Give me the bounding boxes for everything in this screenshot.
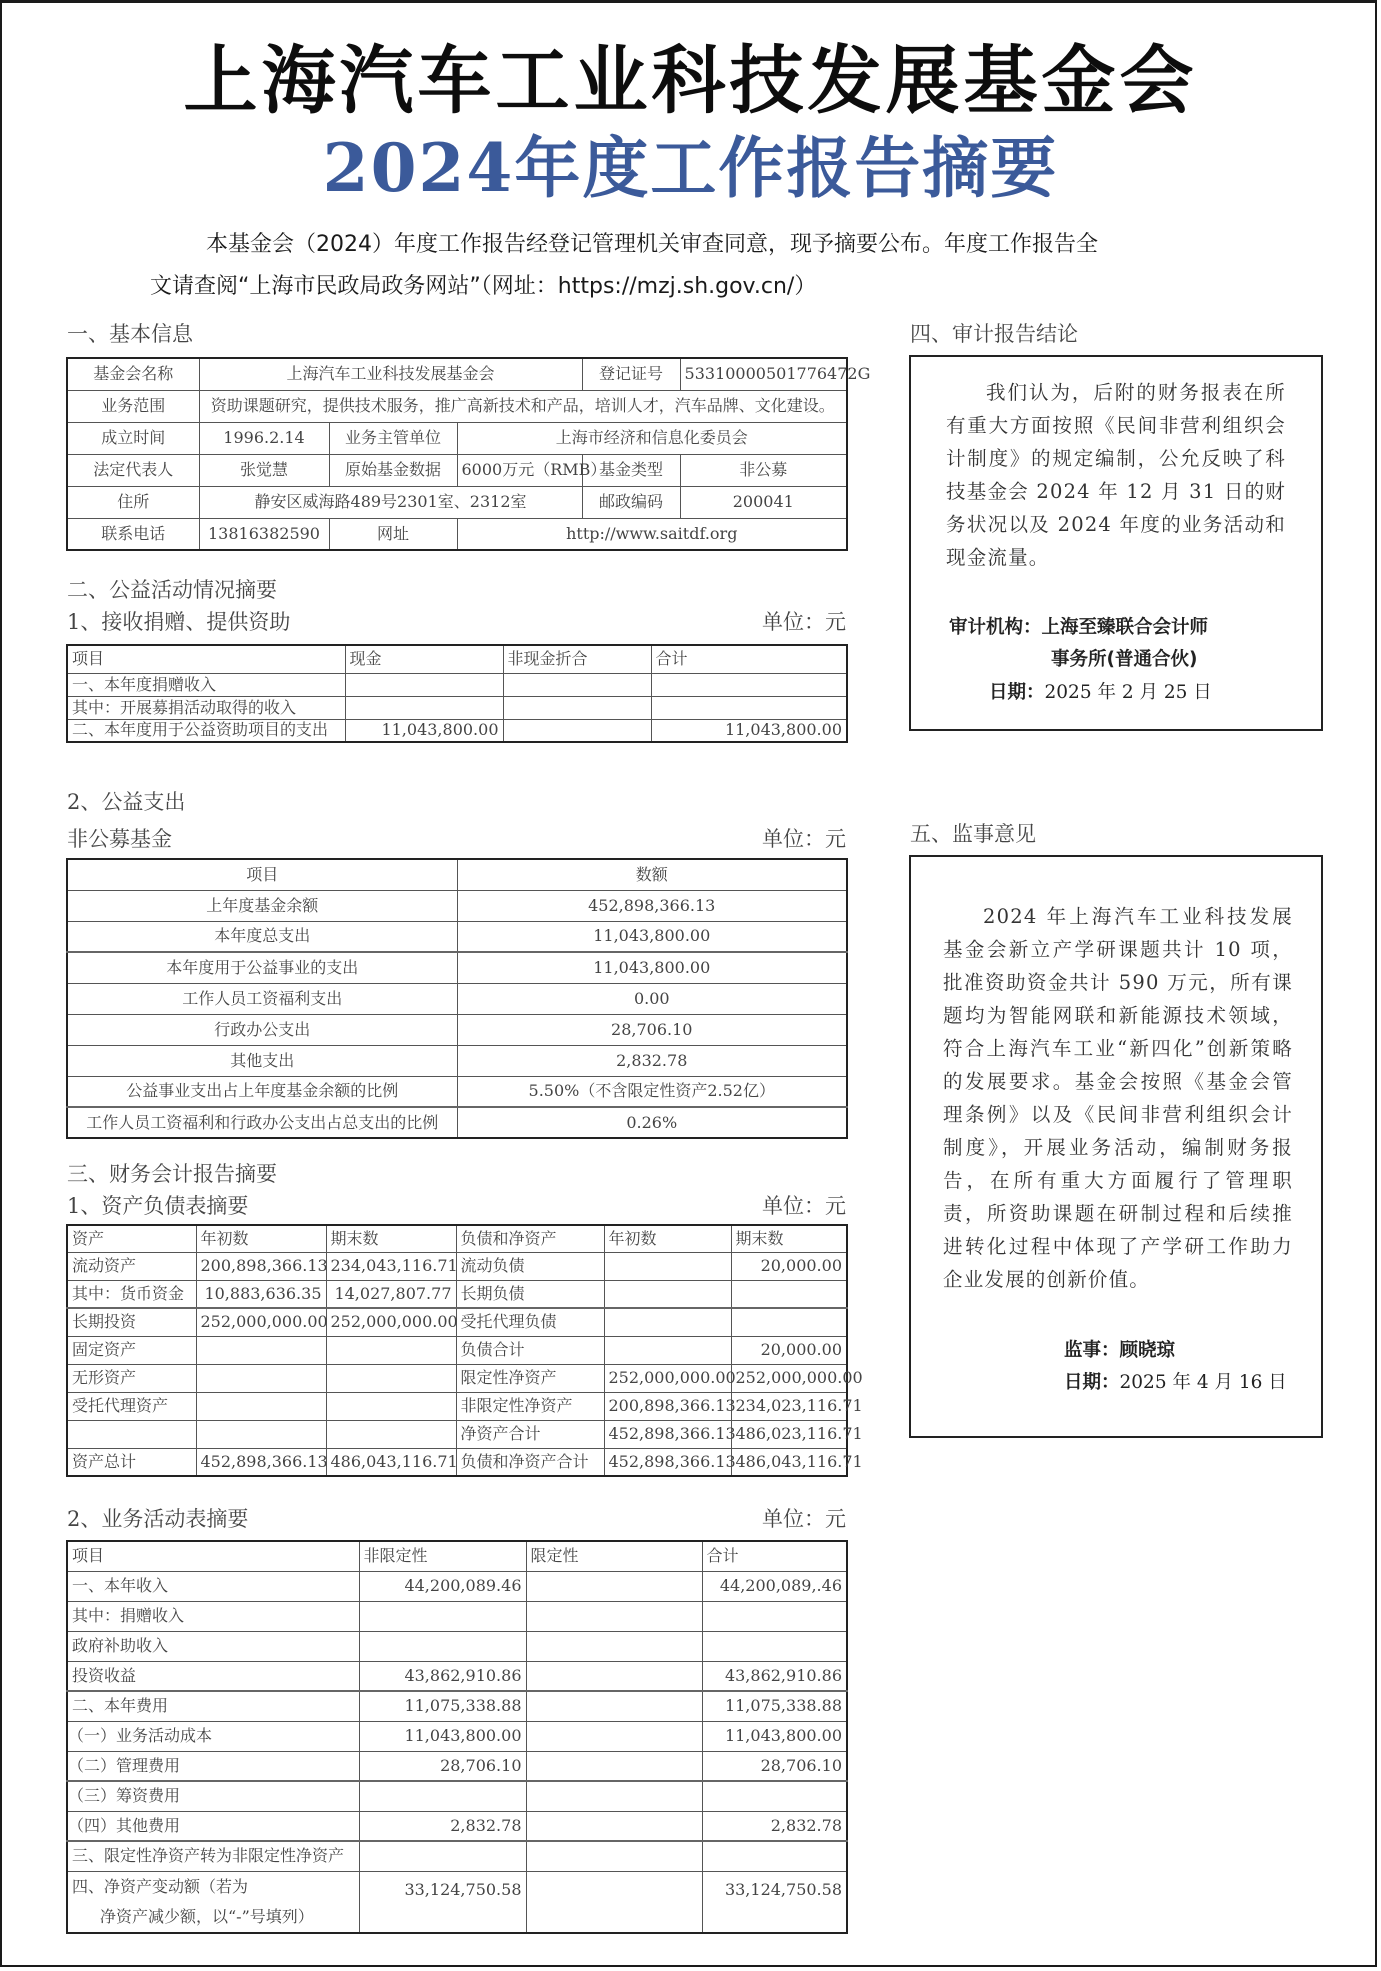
cell-label: 法定代表人: [67, 454, 199, 486]
section-heading-audit: 四、审计报告结论: [910, 322, 1078, 346]
cell-value: 2,832.78: [359, 1811, 526, 1841]
cell-value: 43,862,910.86: [702, 1661, 847, 1691]
cell-value: 11,043,800.00: [702, 1721, 847, 1751]
cell-value: 14,027,807.77: [326, 1280, 456, 1308]
table-row: [67, 696, 847, 719]
supervisor-name: [1064, 1335, 1175, 1367]
column-header: 现金: [345, 645, 503, 673]
row-label: 固定资产: [67, 1336, 196, 1364]
intro-line-1: 本基金会（2024）年度工作报告经登记管理机关审查同意，现予摘要公布。年度工作报告全: [206, 232, 1098, 257]
row-label: 工作人员工资福利和行政办公支出占总支出的比例: [67, 1107, 457, 1138]
cell-value: 28,706.10: [359, 1751, 526, 1781]
cell-value: 452,898,366.13: [196, 1448, 326, 1476]
table-row: [67, 1751, 847, 1781]
cell-value: [503, 719, 651, 742]
cell-label: 邮政编码: [582, 486, 680, 518]
column-header: 年初数: [604, 1225, 731, 1252]
cell-value: 11,075,338.88: [702, 1691, 847, 1721]
cell-value: 252,000,000.00: [196, 1308, 326, 1336]
cell-postcode: 200041: [680, 486, 847, 518]
cell-value: 11,043,800.00: [651, 719, 847, 742]
table-row: [67, 1721, 847, 1751]
cell-value: 33,124,750.58: [359, 1871, 526, 1933]
table-row: [67, 518, 847, 550]
table-header-row: [67, 1541, 847, 1571]
row-label: 政府补助收入: [67, 1631, 359, 1661]
table-row: [67, 358, 847, 390]
subheading-activities: 2、业务活动表摘要: [67, 1507, 249, 1531]
audit-org-line2: 事务所(普通合伙): [1051, 649, 1198, 670]
row-label: 本年度总支出: [67, 921, 457, 952]
basic-info-table: [66, 357, 871, 551]
column-header: 非限定性: [359, 1541, 526, 1571]
row-label: 无形资产: [67, 1364, 196, 1392]
cell-value: [196, 1364, 326, 1392]
table-row: [67, 390, 847, 422]
table-row: [67, 454, 847, 486]
row-label-line2: 净资产减少额，以“-”号填列）: [100, 1906, 314, 1926]
table-row: [67, 1364, 847, 1392]
cell-value: 200,898,366.13: [196, 1252, 326, 1280]
audit-conclusion-text: 我们认为，后附的财务报表在所有重大方面按照《民间非营利组织会计制度》的规定编制，公允反映了科技基金会 2024 年 12 月 31 日的财务状况以及 2024 年度的业务活动和现金流量。: [946, 381, 1286, 569]
supervisor-name-value: 顾晓琼: [1119, 1340, 1176, 1361]
column-header: 期末数: [326, 1225, 456, 1252]
cell-value: 486,043,116.71: [326, 1448, 456, 1476]
cell-value: [359, 1631, 526, 1661]
cell-value: 452,898,366.13: [457, 890, 847, 921]
row-label: （二）管理费用: [67, 1751, 359, 1781]
table-row: [67, 1107, 847, 1138]
audit-org-label: 审计机构：: [949, 617, 1042, 638]
section-heading-basic-info: 一、基本信息: [67, 322, 193, 346]
column-header: 项目: [67, 1541, 359, 1571]
table-row: [67, 1045, 847, 1076]
cell-value: 2,832.78: [702, 1811, 847, 1841]
cell-value: [326, 1392, 456, 1420]
table-row: [67, 1076, 847, 1107]
audit-date-label: 日期：: [989, 682, 1045, 703]
cell-registration-number: 53310000501776472G: [680, 358, 847, 390]
table-row: [67, 1308, 847, 1336]
cell-value: 452,898,366.13: [604, 1448, 731, 1476]
cell-value: 252,000,000.00: [604, 1364, 731, 1392]
cell-value: [702, 1631, 847, 1661]
table-row: [67, 1252, 847, 1280]
row-label: 受托代理资产: [67, 1392, 196, 1420]
row-label: 其他支出: [67, 1045, 457, 1076]
table-row: [67, 1571, 847, 1601]
table-row: [67, 890, 847, 921]
column-header: 数额: [457, 859, 847, 890]
table-row: [67, 1601, 847, 1631]
cell-label: 基金会名称: [67, 358, 199, 390]
row-label: 投资收益: [67, 1661, 359, 1691]
cell-value: [359, 1601, 526, 1631]
row-label: 二、本年费用: [67, 1691, 359, 1721]
cell-value: [731, 1280, 847, 1308]
cell-value: [604, 1308, 731, 1336]
cell-value: 20,000.00: [731, 1252, 847, 1280]
table-row: [67, 486, 847, 518]
cell-value: 2,832.78: [457, 1045, 847, 1076]
audit-organization: [949, 612, 1208, 644]
cell-value: 43,862,910.86: [359, 1661, 526, 1691]
row-label: （三）筹资费用: [67, 1781, 359, 1811]
cell-value: [702, 1841, 847, 1871]
row-label: （一）业务活动成本: [67, 1721, 359, 1751]
cell-value: [526, 1691, 702, 1721]
cell-value: 11,043,800.00: [359, 1721, 526, 1751]
website-link[interactable]: http://www.saitdf.org: [457, 518, 847, 550]
supervisor-date-value: 2025 年 4 月 16 日: [1119, 1372, 1287, 1393]
cell-value: [702, 1601, 847, 1631]
cell-value: 20,000.00: [731, 1336, 847, 1364]
row-label: 受托代理负债: [456, 1308, 604, 1336]
table-row: [67, 422, 847, 454]
cell-value: [526, 1601, 702, 1631]
cell-value: 28,706.10: [457, 1014, 847, 1045]
cell-value: 5.50%（不含限定性资产2.52亿）: [457, 1076, 847, 1107]
cell-value: 486,023,116.71: [731, 1420, 847, 1448]
table-row: [67, 1336, 847, 1364]
column-header: 项目: [67, 859, 457, 890]
cell-value: 252,000,000.00: [326, 1308, 456, 1336]
column-header: 合计: [651, 645, 847, 673]
cell-value: [526, 1871, 702, 1933]
section-heading-supervisor: 五、监事意见: [910, 822, 1036, 846]
intro-paragraph: [150, 224, 1250, 308]
row-label: 三、限定性净资产转为非限定性净资产: [67, 1841, 359, 1871]
cell-value: [359, 1841, 526, 1871]
cell-label: 基金类型: [582, 454, 680, 486]
row-label: 上年度基金余额: [67, 890, 457, 921]
expenditure-table: [66, 858, 848, 1139]
column-header: 资产: [67, 1225, 196, 1252]
cell-value: [326, 1420, 456, 1448]
activities-table: [66, 1540, 848, 1934]
table-header-row: [67, 859, 847, 890]
cell-address: 静安区威海路489号2301室、2312室: [199, 486, 582, 518]
cell-value: 252,000,000.00: [731, 1364, 847, 1392]
cell-value: 234,043,116.71: [326, 1252, 456, 1280]
cell-value: 10,883,636.35: [196, 1280, 326, 1308]
row-label: 负债和净资产合计: [456, 1448, 604, 1476]
row-label: 资产总计: [67, 1448, 196, 1476]
column-header: 合计: [702, 1541, 847, 1571]
table-row: [67, 1448, 847, 1476]
cell-value: 33,124,750.58: [702, 1871, 847, 1933]
cell-value: 11,043,800.00: [457, 952, 847, 983]
cell-value: 44,200,089.46: [359, 1571, 526, 1601]
cell-label: 原始基金数据: [329, 454, 457, 486]
cell-supervising-unit: 上海市经济和信息化委员会: [457, 422, 847, 454]
cell-fund-type: 非公募: [680, 454, 847, 486]
cell-value: [604, 1280, 731, 1308]
cell-value: [604, 1252, 731, 1280]
cell-value: 11,075,338.88: [359, 1691, 526, 1721]
row-label: 流动资产: [67, 1252, 196, 1280]
subheading-balance-sheet: 1、资产负债表摘要: [67, 1194, 249, 1218]
cell-value: [345, 696, 503, 719]
audit-org-line1: 上海至臻联合会计师: [1041, 617, 1209, 638]
column-header: 限定性: [526, 1541, 702, 1571]
intro-line-2: 文请查阅“上海市民政局政务网站”（网址：https://mzj.sh.gov.cn/）: [150, 274, 817, 299]
column-header: 年初数: [196, 1225, 326, 1252]
row-label: （四）其他费用: [67, 1811, 359, 1841]
row-label: 其中：开展募捐活动取得的收入: [67, 696, 345, 719]
table-row: [67, 673, 847, 696]
cell-value: 0.26%: [457, 1107, 847, 1138]
cell-value: 11,043,800.00: [457, 921, 847, 952]
row-label: [67, 1871, 359, 1933]
row-label: 公益事业支出占上年度基金余额的比例: [67, 1076, 457, 1107]
unit-label: 单位：元: [762, 1194, 846, 1218]
donations-table: [66, 644, 848, 743]
section-heading-public-welfare: 二、公益活动情况摘要: [67, 578, 277, 602]
cell-value: 486,043,116.71: [731, 1448, 847, 1476]
cell-value: [526, 1811, 702, 1841]
cell-value: 200,898,366.13: [604, 1392, 731, 1420]
cell-phone: 13816382590: [199, 518, 329, 550]
row-label: 二、本年度用于公益资助项目的支出: [67, 719, 345, 742]
subheading-expenditure: 2、公益支出: [67, 790, 186, 814]
table-row: [67, 1811, 847, 1841]
cell-original-fund: 6000万元（RMB）: [457, 454, 582, 486]
row-label: [67, 1420, 196, 1448]
row-label: 负债合计: [456, 1336, 604, 1364]
column-header: 项目: [67, 645, 345, 673]
row-label: 长期负债: [456, 1280, 604, 1308]
cell-legal-representative: 张觉慧: [199, 454, 329, 486]
column-header: 负债和净资产: [456, 1225, 604, 1252]
cell-value: 452,898,366.13: [604, 1420, 731, 1448]
unit-label: 单位：元: [762, 610, 846, 634]
audit-organization-line2: [1051, 644, 1197, 676]
cell-value: [196, 1392, 326, 1420]
table-row: [67, 983, 847, 1014]
document-subtitle: 2024年度工作报告摘要: [322, 129, 1059, 207]
cell-value: [503, 696, 651, 719]
cell-value: 28,706.10: [702, 1751, 847, 1781]
supervisor-date: [1064, 1367, 1287, 1399]
cell-value: [526, 1751, 702, 1781]
supervisor-date-label: 日期：: [1064, 1372, 1120, 1393]
cell-value: 234,023,116.71: [731, 1392, 847, 1420]
cell-value: [503, 673, 651, 696]
audit-date: [989, 677, 1212, 709]
cell-value: [345, 673, 503, 696]
cell-label: 成立时间: [67, 422, 199, 454]
unit-label: 单位：元: [762, 827, 846, 851]
cell-value: [526, 1571, 702, 1601]
cell-label: 网址: [329, 518, 457, 550]
subheading-non-public-fund: 非公募基金: [67, 827, 172, 851]
cell-foundation-name: 上海汽车工业科技发展基金会: [199, 358, 582, 390]
cell-value: 44,200,089,.46: [702, 1571, 847, 1601]
cell-label: 业务主管单位: [329, 422, 457, 454]
row-label: 非限定性净资产: [456, 1392, 604, 1420]
subheading-donations: 1、接收捐赠、提供资助: [67, 610, 291, 634]
unit-label: 单位：元: [762, 1507, 846, 1531]
table-row: [67, 952, 847, 983]
section-heading-financial: 三、财务会计报告摘要: [67, 1162, 277, 1186]
column-header: 非现金折合: [503, 645, 651, 673]
table-header-row: [67, 1225, 847, 1252]
row-label: 其中：货币资金: [67, 1280, 196, 1308]
row-label: 工作人员工资福利支出: [67, 983, 457, 1014]
cell-value: 0.00: [457, 983, 847, 1014]
cell-label: 住所: [67, 486, 199, 518]
row-label: 长期投资: [67, 1308, 196, 1336]
cell-value: [702, 1781, 847, 1811]
cell-founded-date: 1996.2.14: [199, 422, 329, 454]
cell-value: 11,043,800.00: [345, 719, 503, 742]
table-row: [67, 1871, 847, 1933]
row-label: 流动负债: [456, 1252, 604, 1280]
row-label: 本年度用于公益事业的支出: [67, 952, 457, 983]
cell-value: [526, 1661, 702, 1691]
balance-sheet-table: [66, 1224, 863, 1477]
table-row: [67, 1691, 847, 1721]
table-row: [67, 1392, 847, 1420]
table-row: [67, 1014, 847, 1045]
supervisor-name-label: 监事：: [1064, 1340, 1120, 1361]
cell-value: [526, 1631, 702, 1661]
cell-label: 联系电话: [67, 518, 199, 550]
cell-value: [326, 1336, 456, 1364]
cell-value: [731, 1308, 847, 1336]
table-header-row: [67, 645, 847, 673]
cell-value: [196, 1336, 326, 1364]
table-row: [67, 1841, 847, 1871]
table-row: [67, 1661, 847, 1691]
column-header: 期末数: [731, 1225, 847, 1252]
row-label: 限定性净资产: [456, 1364, 604, 1392]
cell-value: [326, 1364, 456, 1392]
row-label: 一、本年收入: [67, 1571, 359, 1601]
cell-value: [526, 1841, 702, 1871]
row-label: 其中：捐赠收入: [67, 1601, 359, 1631]
table-row: [67, 921, 847, 952]
row-label: 净资产合计: [456, 1420, 604, 1448]
audit-date-value: 2025 年 2 月 25 日: [1044, 682, 1212, 703]
table-row: [67, 719, 847, 742]
cell-value: [196, 1420, 326, 1448]
cell-value: [604, 1336, 731, 1364]
cell-label: 登记证号: [582, 358, 680, 390]
cell-business-scope: 资助课题研究，提供技术服务，推广高新技术和产品，培训人才，汽车品牌、文化建设。: [199, 390, 847, 422]
cell-value: [651, 696, 847, 719]
row-label-line1: 四、净资产变动额（若为: [72, 1876, 249, 1896]
cell-value: [359, 1781, 526, 1811]
supervisor-opinion-text: 2024 年上海汽车工业科技发展基金会新立产学研课题共计 10 项，批准资助资金共计 590 万元，所有课题均为智能网联和新能源技术领域，符合上海汽车工业“新四化”创新策略的发展要求。基金会按照《基金会管理条例》以及《民间非营利组织会计制度》，开展业务活动，编制财务报告，在所有重大方面履行了管理职责，所资助课题在研制过程和后续推进转化过程中体现了产学研工作助力企业发展的创新价值。: [943, 905, 1293, 1291]
cell-label: 业务范围: [67, 390, 199, 422]
row-label: 行政办公支出: [67, 1014, 457, 1045]
cell-value: [526, 1781, 702, 1811]
table-row: [67, 1280, 847, 1308]
table-row: [67, 1781, 847, 1811]
cell-value: [526, 1721, 702, 1751]
document-title: 上海汽车工业科技发展基金会: [183, 38, 1198, 124]
table-row: [67, 1631, 847, 1661]
table-row: [67, 1420, 847, 1448]
cell-value: [651, 673, 847, 696]
row-label: 一、本年度捐赠收入: [67, 673, 345, 696]
